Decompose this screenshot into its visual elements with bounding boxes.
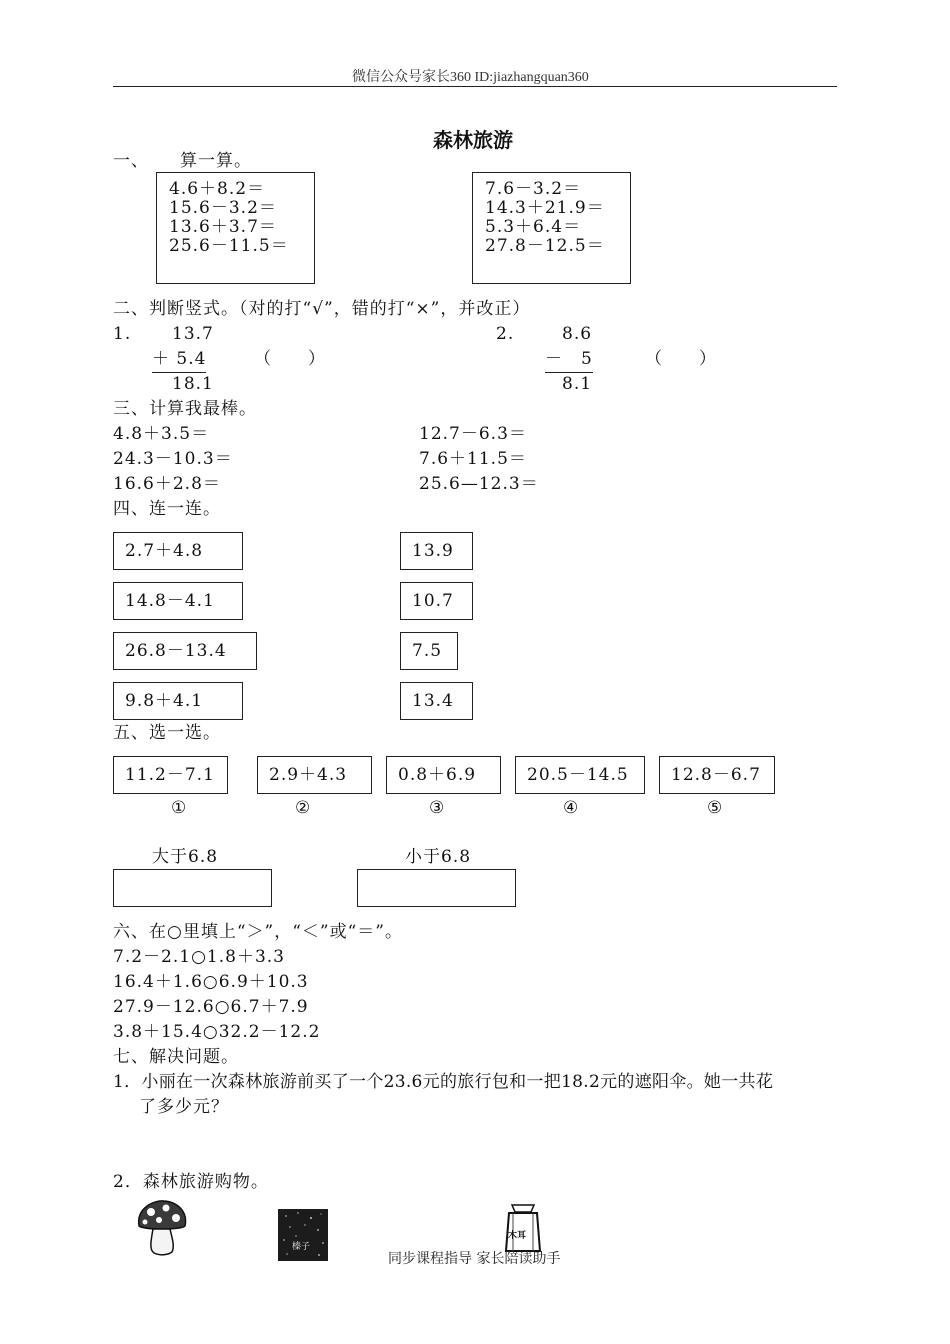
problem1-answer-paren[interactable]: （ ） [254,349,326,369]
hazelnut-label: 榛子 [292,1242,311,1252]
match-left-box[interactable] [113,682,243,720]
left-box-line: 15.6－3.2＝ [169,198,277,218]
problem2-number: 2. [496,324,515,344]
match-right-value: 13.4 [412,691,454,711]
left-box-line: 13.6＋3.7＝ [169,217,277,237]
match-right-value: 7.5 [412,641,443,661]
less-label: 小于6.8 [405,847,472,867]
choice-marker: ④ [563,798,580,818]
choice-option: 2.9＋4.3 [269,765,348,785]
match-left-box[interactable] [113,632,257,670]
choice-option-box[interactable] [386,756,501,794]
match-right-box[interactable] [400,532,473,570]
match-right-value: 13.9 [412,541,454,561]
choice-marker: ③ [429,798,446,818]
section1-right-box [472,172,631,284]
problem1-operation: ＋ 5.4 [152,347,206,373]
wood-ear-label: 木耳 [508,1231,527,1241]
calc-item: 16.6＋2.8＝ [113,474,221,494]
section5-heading: 五、选一选。 [113,723,221,743]
choice-option-box[interactable] [515,756,645,794]
section1-number: 一、 [113,151,149,171]
question2-text: 2．森林旅游购物。 [113,1172,269,1192]
problem1-top: 13.7 [172,324,214,344]
calc-item: 4.8＋3.5＝ [113,424,210,444]
choice-option-box[interactable] [257,756,372,794]
compare-item: 3.8＋15.4○32.2－12.2 [113,1022,321,1042]
match-right-value: 10.7 [412,591,454,611]
section2-heading: 二、判断竖式。（对的打“√”，错的打“×”，并改正） [113,299,531,319]
section6-heading: 六、在○里填上“＞”，“＜”或“＝”。 [113,922,403,942]
choice-marker: ⑤ [707,798,724,818]
greater-label: 大于6.8 [152,847,219,867]
choice-option: 11.2－7.1 [125,765,215,785]
calc-item: 7.6＋11.5＝ [419,449,527,469]
match-right-box[interactable] [400,582,473,620]
section4-heading: 四、连一连。 [113,499,221,519]
problem2-result: 8.1 [562,374,593,394]
greater-answer-box[interactable] [113,869,272,907]
compare-item: 27.9－12.6○6.7＋7.9 [113,997,309,1017]
footer-text: 同步课程指导 家长陪读助手 [388,1251,561,1267]
problem1-number: 1. [113,324,132,344]
choice-option-box[interactable] [113,756,228,794]
match-right-box[interactable] [400,682,473,720]
calc-item: 12.7－6.3＝ [419,424,527,444]
calc-item: 25.6—12.3＝ [419,474,539,494]
match-left-box[interactable] [113,582,243,620]
header-text: 微信公众号家长360 ID:jiazhangquan360 [352,70,589,85]
left-box-line: 4.6＋8.2＝ [169,179,266,199]
problem2-top: 8.6 [562,324,593,344]
section1-heading: 算一算。 [180,151,252,171]
right-box-line: 5.3＋6.4＝ [485,217,582,237]
header-divider [113,86,837,87]
calc-item: 24.3－10.3＝ [113,449,233,469]
mushroom-image [134,1198,190,1256]
right-box-line: 27.8－12.5＝ [485,236,605,256]
match-left-expression: 2.7＋4.8 [125,541,204,561]
choice-option: 12.8－6.7 [671,765,761,785]
choice-option: 0.8＋6.9 [398,765,477,785]
hazelnut-bag-image [278,1209,328,1261]
left-box-line: 25.6－11.5＝ [169,236,289,256]
right-box-line: 7.6－3.2＝ [485,179,582,199]
choice-marker: ① [171,798,188,818]
section1-left-box [156,172,315,284]
question1-line1: 1．小丽在一次森林旅游前买了一个23.6元的旅行包和一把18.2元的遮阳伞。她一共花 [113,1072,774,1092]
choice-marker: ② [295,798,312,818]
match-left-expression: 9.8＋4.1 [125,691,204,711]
match-left-box[interactable] [113,532,243,570]
match-left-expression: 14.8－4.1 [125,591,215,611]
problem1-result: 18.1 [172,374,214,394]
choice-option-box[interactable] [659,756,775,794]
section7-heading: 七、解决问题。 [113,1047,239,1067]
section3-heading: 三、计算我最棒。 [113,399,257,419]
compare-item: 7.2－2.1○1.8＋3.3 [113,947,285,967]
match-right-box[interactable] [400,632,458,670]
match-left-expression: 26.8－13.4 [125,641,227,661]
right-box-line: 14.3＋21.9＝ [485,198,605,218]
question1-line2: 了多少元？ [139,1097,229,1117]
less-answer-box[interactable] [357,869,516,907]
compare-item: 16.4＋1.6○6.9＋10.3 [113,972,309,992]
choice-option: 20.5－14.5 [527,765,629,785]
problem2-operation: － 5 [545,347,593,373]
problem2-answer-paren[interactable]: （ ） [645,349,717,369]
page-title: 森林旅游 [433,128,513,152]
